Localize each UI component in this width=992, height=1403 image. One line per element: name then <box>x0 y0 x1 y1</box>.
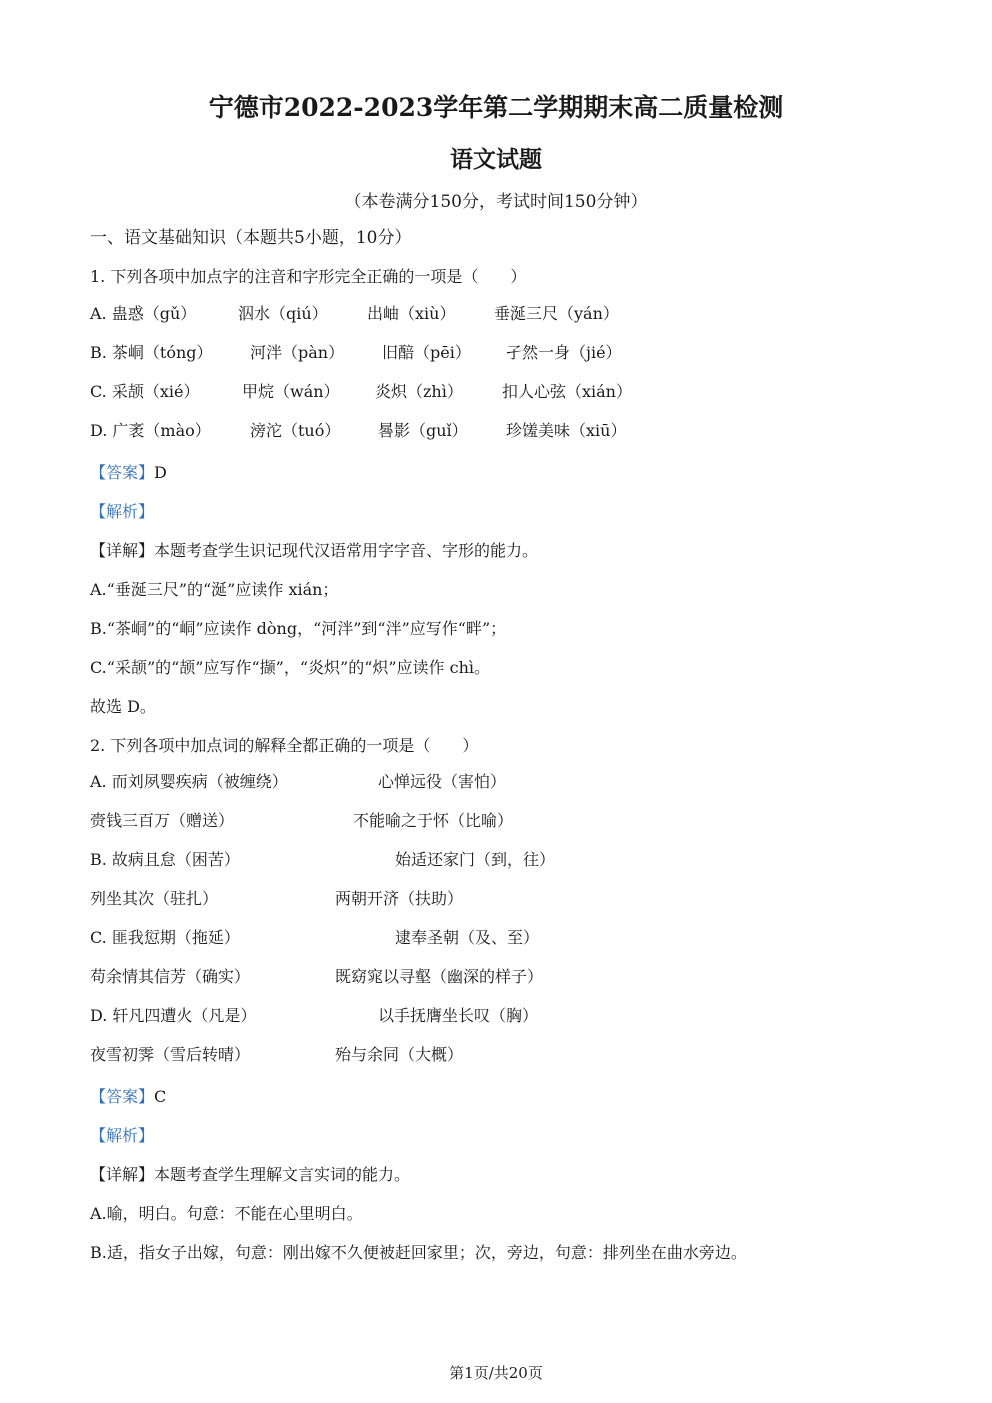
q2-d-1: D. 轩凡四遭火（凡是） <box>90 1006 257 1025</box>
q1-analysis-tag: 【解析】 <box>90 502 155 521</box>
q1-c-4: 扣人心弦（xián） <box>502 382 632 401</box>
q1-a-1: A. 蛊惑（gǔ） <box>90 304 197 323</box>
q2-d-3: 夜雪初霁（雪后转晴） <box>90 1045 251 1064</box>
q1-c-3: 炎炽（zhì） <box>375 382 463 401</box>
q2-c-4: 既窈窕以寻壑（幽深的样子） <box>335 967 544 986</box>
q1-d-1: D. 广袤（mào） <box>90 421 211 440</box>
q1-c-2: 甲烷（wán） <box>242 382 340 401</box>
q2-answer <box>90 1086 166 1108</box>
section-heading: 一、语文基础知识（本题共5小题，10分） <box>90 228 412 248</box>
answer-tag: 【答案】 <box>90 463 155 482</box>
q1-stem: 1. 下列各项中加点字的注音和字形完全正确的一项是（ ） <box>90 267 527 286</box>
q1-explain-c: C.“采颉”的“颉”应写作“撷”，“炎炽”的“炽”应读作 chì。 <box>90 658 491 677</box>
q2-explain-b: B.适，指女子出嫁，句意：刚出嫁不久便被赶回家里；次，旁边，句意：排列坐在曲水旁边。 <box>90 1243 747 1262</box>
q2-d-2: 以手抚膺坐长叹（胸） <box>378 1006 539 1025</box>
q2-a-2: 心惮远役（害怕） <box>378 772 507 791</box>
q2-c-2: 逮奉圣朝（及、至） <box>395 928 540 947</box>
answer-value: D <box>154 463 167 482</box>
q1-c-1: C. 采颉（xié） <box>90 382 200 401</box>
q2-b-3: 列坐其次（驻扎） <box>90 889 219 908</box>
q1-conclusion: 故选 D。 <box>90 697 156 716</box>
q2-c-3: 苟余情其信芳（确实） <box>90 967 251 986</box>
q1-answer <box>90 462 167 484</box>
answer-tag: 【答案】 <box>90 1087 155 1106</box>
q1-b-3: 旧醅（pēi） <box>382 343 471 362</box>
q1-explain-b: B.“茶峒”的“峒”应读作 dòng，“河泮”到“泮”应写作“畔”； <box>90 619 507 638</box>
q2-a-1: A. 而刘夙婴疾病（被缠绕） <box>90 772 288 791</box>
q2-a-4: 不能喻之于怀（比喻） <box>353 811 514 830</box>
answer-value: C <box>154 1087 167 1106</box>
q1-b-4: 孑然一身（jié） <box>506 343 622 362</box>
q2-c-1: C. 匪我愆期（拖延） <box>90 928 240 947</box>
q1-b-1: B. 茶峒（tóng） <box>90 343 213 362</box>
q1-explain-a: A.“垂涎三尺”的“涎”应读作 xián； <box>90 580 339 599</box>
q2-b-4: 两朝开济（扶助） <box>335 889 464 908</box>
exam-note: （本卷满分150分，考试时间150分钟） <box>344 192 648 212</box>
q2-b-1: B. 故病且怠（困苦） <box>90 850 240 869</box>
exam-title: 宁德市2022-2023学年第二学期期末高二质量检测 <box>208 93 784 122</box>
q2-stem: 2. 下列各项中加点词的解释全都正确的一项是（ ） <box>90 736 479 755</box>
q2-b-2: 始适还家门（到，往） <box>395 850 556 869</box>
q2-a-3: 赍钱三百万（赠送） <box>90 811 235 830</box>
q1-a-2: 泅水（qiú） <box>238 304 328 323</box>
q1-a-4: 垂涎三尺（yán） <box>494 304 619 323</box>
q1-d-2: 滂沱（tuó） <box>250 421 341 440</box>
q1-detail: 【详解】本题考查学生识记现代汉语常用字字音、字形的能力。 <box>90 541 539 560</box>
q2-analysis-tag: 【解析】 <box>90 1126 155 1145</box>
q1-a-3: 出岫（xiù） <box>367 304 456 323</box>
q2-d-4: 殆与余同（大概） <box>335 1045 464 1064</box>
q1-b-2: 河泮（pàn） <box>250 343 345 362</box>
exam-subtitle: 语文试题 <box>450 146 542 173</box>
q1-d-4: 珍馐美味（xiū） <box>506 421 627 440</box>
q2-detail: 【详解】本题考查学生理解文言实词的能力。 <box>90 1165 411 1184</box>
page-number: 第1页/共20页 <box>449 1364 543 1382</box>
q2-explain-a: A.喻，明白。句意：不能在心里明白。 <box>90 1204 363 1223</box>
q1-d-3: 晷影（guǐ） <box>378 421 468 440</box>
